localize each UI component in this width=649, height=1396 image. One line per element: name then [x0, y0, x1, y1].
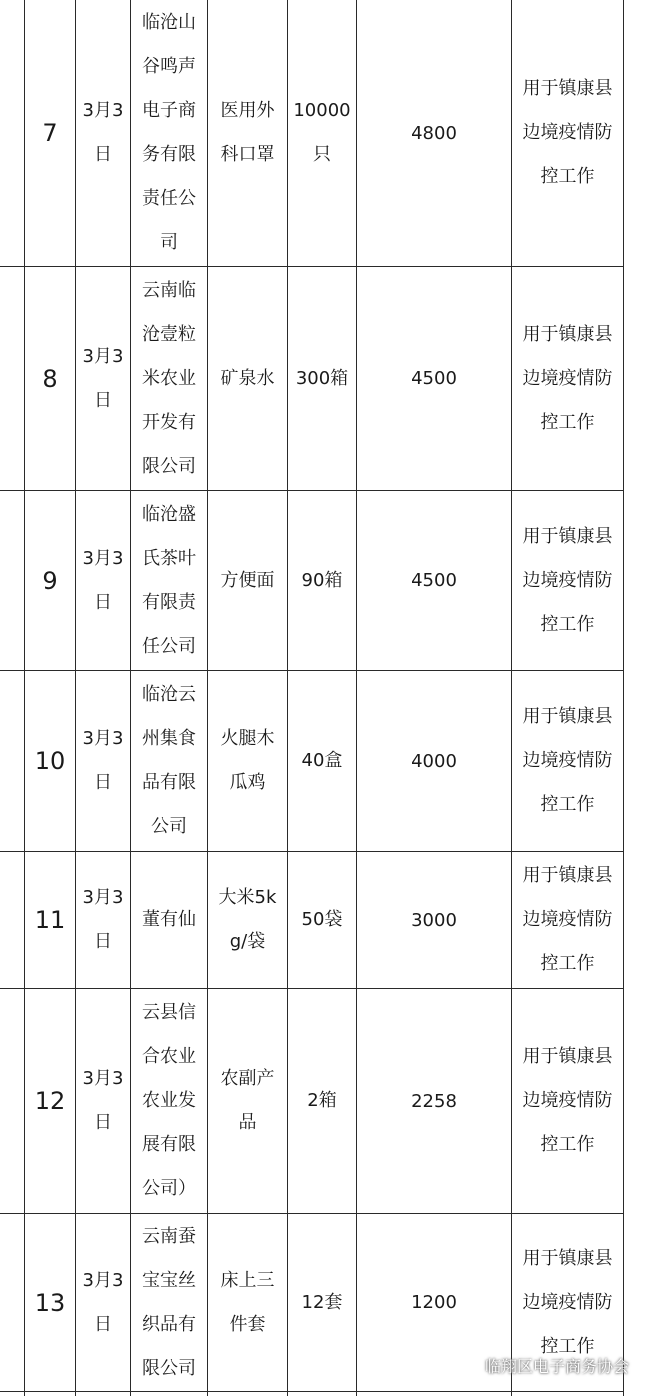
wechat-icon	[455, 1356, 479, 1376]
quantity-cell: 50袋	[301, 909, 343, 930]
usage-cell: 用于镇康县 边境疫情防 控工作	[522, 706, 613, 815]
item-cell: 农副产 品	[220, 1068, 275, 1133]
row-number: 8	[42, 364, 58, 393]
donor-cell: 云南临 沧壹粒 米农业 开发有 限公司	[142, 279, 196, 477]
amount-cell: 1200	[411, 1292, 457, 1313]
row-number: 7	[42, 119, 58, 147]
amount-cell: 4500	[411, 570, 457, 591]
item-cell: 方便面	[220, 569, 275, 591]
donor-cell: 云南蚕 宝宝丝 织品有 限公司	[142, 1225, 196, 1379]
usage-cell: 用于镇康县 边境疫情防 控工作	[522, 525, 613, 635]
usage-cell: 用于镇康县 边境疫情防 控工作	[522, 1046, 613, 1155]
quantity-cell: 90箱	[301, 569, 343, 591]
usage-cell: 用于镇康县 边境疫情防 控工作	[522, 323, 613, 433]
donor-cell: 临沧云 州集食 品有限 公司	[142, 684, 196, 837]
amount-cell: 2258	[411, 1090, 457, 1112]
quantity-cell: 10000 只	[293, 100, 351, 165]
amount-cell: 4000	[411, 750, 457, 772]
date-cell: 3月3 日	[82, 547, 124, 613]
amount-cell: 4800	[411, 122, 457, 144]
watermark-text: 临翔区电子商务协会	[484, 1357, 629, 1376]
date-cell: 3月3 日	[82, 1269, 124, 1335]
item-cell: 床上三 件套	[220, 1269, 275, 1335]
amount-cell: 4500	[411, 368, 457, 389]
watermark	[455, 1354, 629, 1377]
date-cell: 3月3 日	[82, 345, 124, 411]
row-number: 13	[34, 1288, 66, 1317]
row-number: 12	[34, 1087, 66, 1115]
date-cell: 3月3 日	[82, 887, 124, 952]
row-number: 10	[34, 747, 66, 775]
date-cell: 3月3 日	[82, 728, 124, 793]
donor-cell: 临沧山 谷鸣声 电子商 务有限 责任公 司	[142, 12, 196, 253]
usage-cell: 用于镇康县 边境疫情防 控工作	[522, 865, 613, 974]
date-cell: 3月3 日	[82, 1068, 124, 1133]
item-cell: 医用外 科口罩	[220, 100, 275, 165]
row-number: 9	[42, 566, 58, 595]
amount-cell: 3000	[411, 909, 457, 931]
quantity-cell: 12套	[301, 1291, 343, 1313]
donor-cell: 云县信 合农业 农业发 展有限 公司）	[142, 1002, 196, 1199]
row-number: 11	[34, 906, 66, 934]
usage-cell: 用于镇康县 边境疫情防 控工作	[522, 1247, 613, 1357]
quantity-cell: 40盒	[301, 750, 343, 771]
usage-cell: 用于镇康县 边境疫情防 控工作	[522, 78, 613, 187]
donor-cell: 董有仙	[142, 909, 196, 930]
item-cell: 矿泉水	[220, 367, 275, 389]
date-cell: 3月3 日	[82, 100, 124, 165]
donor-cell: 临沧盛 氏茶叶 有限责 任公司	[142, 503, 196, 657]
quantity-cell: 300箱	[295, 367, 349, 389]
item-cell: 大米5k g/袋	[218, 887, 277, 952]
table-border	[0, 1391, 624, 1392]
quantity-cell: 2箱	[307, 1090, 337, 1111]
item-cell: 火腿木 瓜鸡	[220, 728, 275, 793]
table-border	[623, 0, 624, 1396]
